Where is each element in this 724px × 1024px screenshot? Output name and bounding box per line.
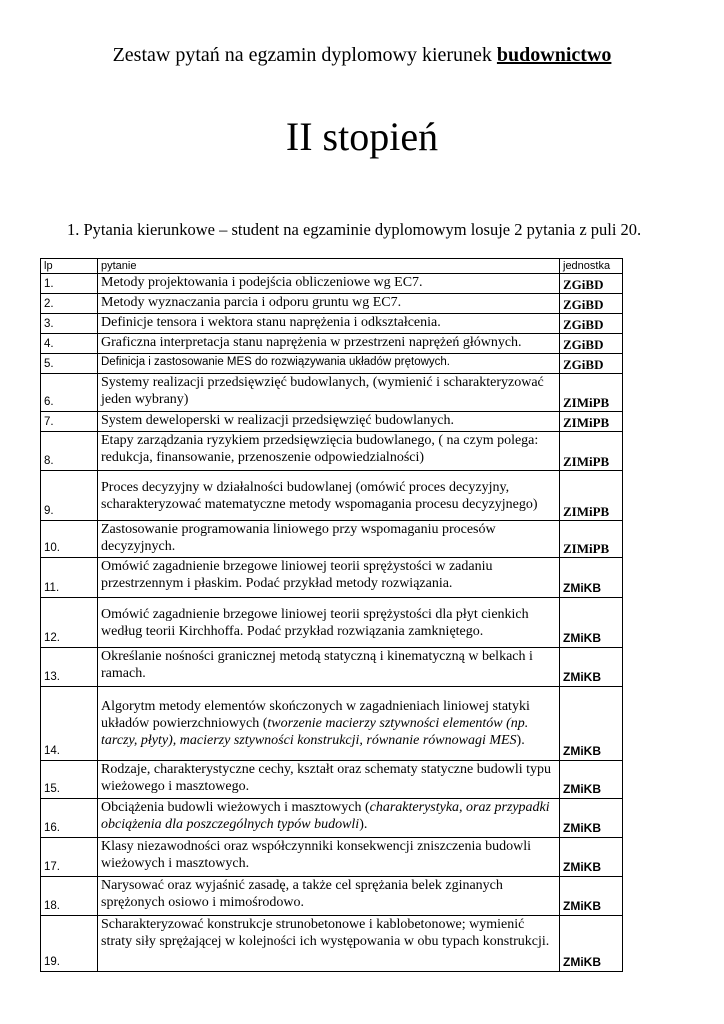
row-lp: 19.	[41, 916, 98, 972]
row-lp: 16.	[41, 799, 98, 838]
page-title: II stopień	[285, 114, 439, 159]
table-row	[41, 432, 623, 471]
table-row	[41, 916, 623, 972]
row-unit: ZIMiPB	[560, 412, 623, 432]
row-unit: ZMiKB	[560, 648, 623, 687]
row-unit: ZGiBD	[560, 354, 623, 374]
row-question: Metody wyznaczania parcia i odporu gruntu wg EC7.	[98, 294, 560, 314]
row-question: Omówić zagadnienie brzegowe liniowej teorii sprężystości w zadaniu przestrzennym i płaskim. Podać przykład metody rozwiązania.	[98, 558, 560, 598]
row-question: Scharakteryzować konstrukcje strunobetonowe i kablobetonowe; wymienić straty siły sprężającej w kolejności ich występowania w obu typach konstrukcji.	[98, 916, 560, 972]
row-lp: 14.	[41, 687, 98, 761]
table-row	[41, 314, 623, 334]
table-row	[41, 558, 623, 598]
row-lp: 12.	[41, 598, 98, 648]
row-unit: ZGiBD	[560, 314, 623, 334]
row-lp: 7.	[41, 412, 98, 432]
table-row	[41, 598, 623, 648]
header-text: Zestaw pytań na egzamin dyplomowy kierunek	[112, 44, 492, 66]
table-row	[41, 412, 623, 432]
row-unit: ZIMiPB	[560, 471, 623, 521]
header-field: budownictwo	[496, 44, 612, 66]
row-unit: ZMiKB	[560, 761, 623, 799]
row-unit: ZMiKB	[560, 799, 623, 838]
row-lp: 9.	[41, 471, 98, 521]
row-unit: ZMiKB	[560, 687, 623, 761]
column-header-question: pytanie	[98, 259, 560, 274]
row-question: Zastosowanie programowania liniowego przy wspomaganiu procesów decyzyjnych.	[98, 521, 560, 558]
section-heading: 1. Pytania kierunkowe – student na egzaminie dyplomowym losuje 2 pytania z puli 20.	[67, 220, 642, 239]
table-header-row	[41, 259, 623, 274]
row-question: Narysować oraz wyjaśnić zasadę, a także cel sprężania belek zginanych sprężonych osiowo i mimośrodowo.	[98, 877, 560, 916]
row-unit: ZMiKB	[560, 838, 623, 877]
table-row	[41, 838, 623, 877]
row-unit: ZGiBD	[560, 334, 623, 354]
column-header-unit: jednostka	[560, 259, 623, 274]
row-question: Graficzna interpretacja stanu naprężenia w przestrzeni naprężeń głównych.	[98, 334, 560, 354]
row-lp: 10.	[41, 521, 98, 558]
row-question: System deweloperski w realizacji przedsięwzięć budowlanych.	[98, 412, 560, 432]
row-question	[98, 799, 560, 838]
row-question-end: ).	[359, 817, 368, 832]
row-question: Systemy realizacji przedsięwzięć budowlanych, (wymienić i scharakteryzować jeden wybrany)	[98, 374, 560, 412]
row-lp: 18.	[41, 877, 98, 916]
row-lp: 1.	[41, 274, 98, 294]
row-unit: ZGiBD	[560, 274, 623, 294]
row-lp: 11.	[41, 558, 98, 598]
row-question-text: Obciążenia budowli wieżowych i masztowych (	[101, 800, 370, 815]
table-row	[41, 687, 623, 761]
row-lp: 3.	[41, 314, 98, 334]
table-row	[41, 374, 623, 412]
row-question: Proces decyzyjny w działalności budowlanej (omówić proces decyzyjny, scharakteryzować matematyczne metody wspomagania procesu decyzyjnego)	[98, 471, 560, 521]
table-row	[41, 294, 623, 314]
row-lp: 5.	[41, 354, 98, 374]
row-unit: ZMiKB	[560, 598, 623, 648]
table-row	[41, 354, 623, 374]
table-row	[41, 761, 623, 799]
row-question-italic: charakterystyka, oraz przypadki obciążenia dla poszczególnych typów budowli	[101, 800, 550, 832]
row-question: Metody projektowania i podejścia obliczeniowe wg EC7.	[98, 274, 560, 294]
table-row	[41, 877, 623, 916]
row-unit: ZIMiPB	[560, 521, 623, 558]
row-question	[98, 687, 560, 761]
row-question: Klasy niezawodności oraz współczynniki konsekwencji zniszczenia budowli wieżowych i masztowych.	[98, 838, 560, 877]
table-row	[41, 471, 623, 521]
table-row	[41, 274, 623, 294]
row-question: Definicje tensora i wektora stanu naprężenia i odkształcenia.	[98, 314, 560, 334]
page-header	[0, 44, 724, 67]
questions-table	[40, 258, 623, 972]
table-row	[41, 334, 623, 354]
row-unit: ZMiKB	[560, 916, 623, 972]
row-unit: ZGiBD	[560, 294, 623, 314]
row-lp: 13.	[41, 648, 98, 687]
row-lp: 8.	[41, 432, 98, 471]
table-row	[41, 648, 623, 687]
table-row	[41, 521, 623, 558]
row-lp: 6.	[41, 374, 98, 412]
table-row	[41, 799, 623, 838]
row-lp: 17.	[41, 838, 98, 877]
row-unit: ZMiKB	[560, 877, 623, 916]
row-unit: ZMiKB	[560, 558, 623, 598]
row-unit: ZIMiPB	[560, 374, 623, 412]
row-question-text: Algorytm metody elementów skończonych w zagadnieniach liniowej statyki układów powierzchniowych (	[101, 699, 530, 731]
row-question: Etapy zarządzania ryzykiem przedsięwzięcia budowlanego, ( na czym polega: redukcja, finansowanie, przenoszenie odpowiedzialności)	[98, 432, 560, 471]
row-question-italic: tworzenie macierzy sztywności elementów (np. tarczy, płyty), macierzy sztywności konstrukcji, równanie równowagi MES	[101, 716, 529, 748]
row-question-end: ).	[516, 733, 525, 748]
row-lp: 15.	[41, 761, 98, 799]
row-lp: 4.	[41, 334, 98, 354]
row-lp: 2.	[41, 294, 98, 314]
row-question: Określanie nośności granicznej metodą statyczną i kinematyczną w belkach i ramach.	[98, 648, 560, 687]
row-question: Rodzaje, charakterystyczne cechy, kształt oraz schematy statyczne budowli typu wieżowego i masztowego.	[98, 761, 560, 799]
row-question: Omówić zagadnienie brzegowe liniowej teorii sprężystości dla płyt cienkich według teorii Kirchhoffa. Podać przykład rozwiązania zamkniętego.	[98, 598, 560, 648]
column-header-lp: lp	[41, 259, 98, 274]
row-question: Definicja i zastosowanie MES do rozwiązywania układów prętowych.	[98, 354, 560, 374]
row-unit: ZIMiPB	[560, 432, 623, 471]
